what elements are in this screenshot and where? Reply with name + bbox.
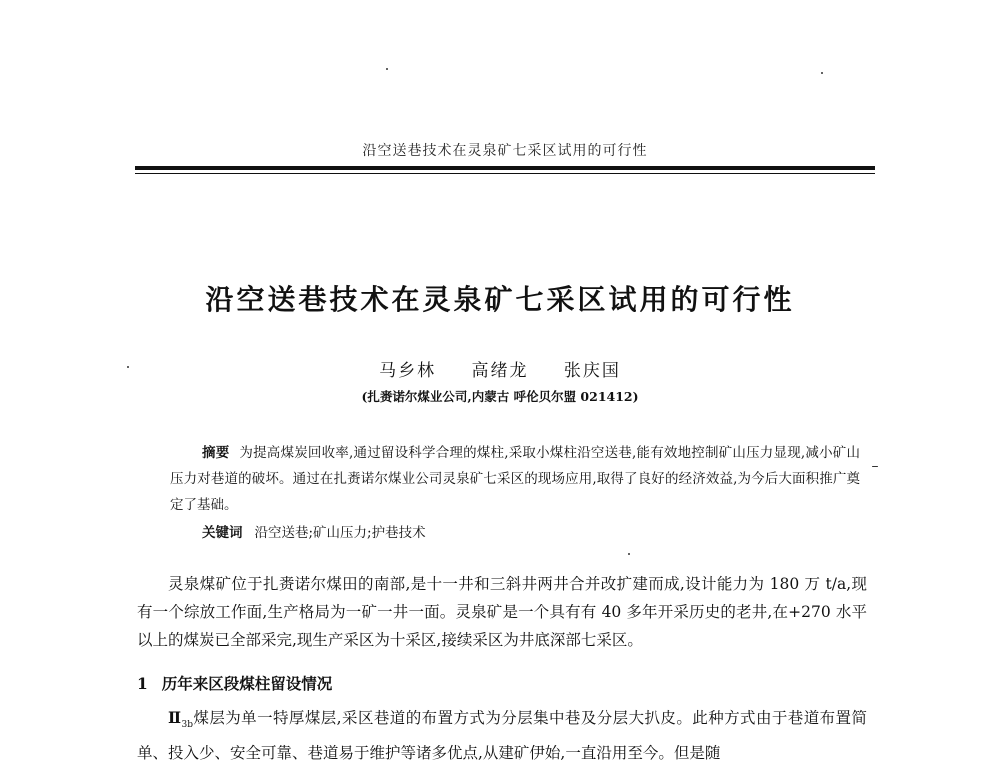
keywords: [202, 520, 426, 546]
scan-speck: [628, 553, 630, 555]
seam-subscript: 3b: [181, 720, 193, 731]
scan-speck: [821, 72, 823, 74]
header-rule-thin: [135, 173, 875, 174]
keywords-text: 沿空送巷;矿山压力;护巷技术: [254, 525, 426, 541]
paper-title: 沿空送巷技术在灵泉矿七采区试用的可行性: [205, 283, 795, 316]
seam-symbol: Ⅱ: [168, 708, 182, 727]
section1-paragraph: [137, 704, 867, 767]
abstract-label: 摘要: [202, 445, 230, 461]
abstract: [170, 440, 860, 518]
header-rule-thick: [135, 166, 875, 170]
author-list: [100, 356, 900, 381]
section-title: 历年来区段煤柱留设情况: [161, 674, 333, 693]
abstract-text: 为提高煤炭回收率,通过留设科学合理的煤柱,采取小煤柱沿空送巷,能有效地控制矿山压力显现,减小矿山压力对巷道的破坏。通过在扎赉诺尔煤业公司灵泉矿七采区的现场应用,取得了良好的经济效益,为今后大面积推广奠定了基础。: [170, 445, 860, 513]
intro-paragraph: 灵泉煤矿位于扎赉诺尔煤田的南部,是十一井和三斜井两井合并改扩建而成,设计能力为 180 万 t/a,现有一个综放工作面,生产格局为一矿一井一面。灵泉矿是一个具有有 40 多年开采历史的老井,在+270 水平以上的煤炭已全部采完,现生产采区为十采区,接续采区为井底深部七采区。: [137, 575, 867, 649]
section-heading: [137, 672, 332, 694]
running-head: 沿空送巷技术在灵泉矿七采区试用的可行性: [362, 143, 648, 159]
section-number: 1: [137, 674, 148, 693]
author-name: 张庆国: [563, 361, 621, 381]
keywords-label: 关键词: [202, 525, 243, 541]
scan-speck: [386, 68, 388, 70]
scan-speck: [872, 466, 878, 467]
section1-paragraph-text: 煤层为单一特厚煤层,采区巷道的布置方式为分层集中巷及分层大扒皮。此种方式由于巷道布置简单、投入少、安全可靠、巷道易于维护等诸多优点,从建矿伊始,一直沿用至今。但是随: [137, 709, 867, 763]
affiliation: (扎赉诺尔煤业公司,内蒙古 呼伦贝尔盟 021412): [361, 389, 639, 404]
author-name: 马乡林: [379, 361, 437, 381]
author-name: 高绪龙: [471, 361, 529, 381]
